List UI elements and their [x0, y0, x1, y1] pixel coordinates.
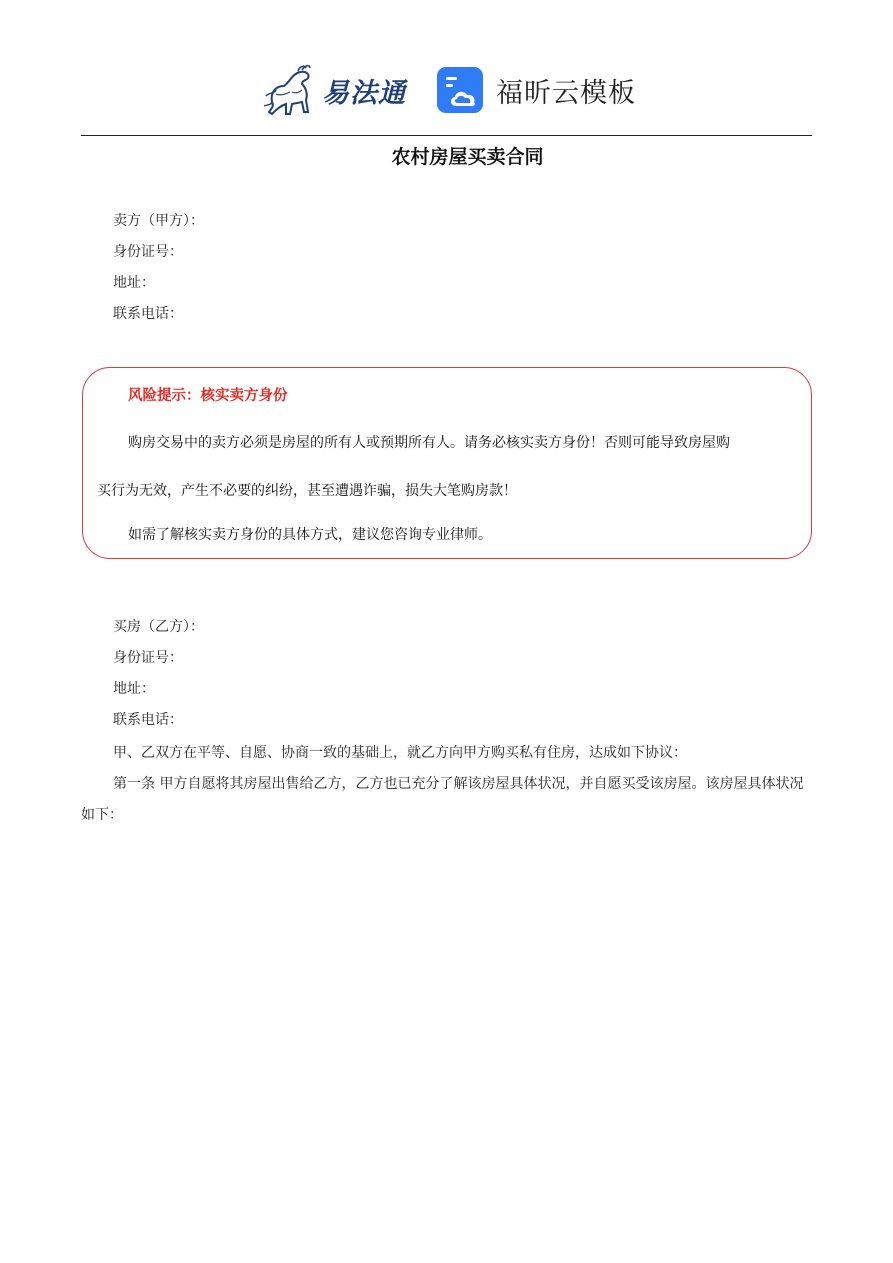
cloud-document-icon	[436, 66, 484, 114]
seller-info-block	[113, 206, 204, 330]
buyer-address-label: 地址：	[113, 681, 155, 697]
seller-phone-label: 联系电话：	[113, 306, 183, 322]
yifatong-logo	[262, 62, 406, 118]
buyer-info-block	[113, 612, 204, 736]
seller-id-label: 身份证号：	[113, 244, 183, 260]
risk-warning-title: 风险提示：核实卖方身份	[128, 388, 288, 404]
page-header	[0, 60, 893, 124]
buyer-id-label: 身份证号：	[113, 650, 183, 666]
seller-address-label: 地址：	[113, 275, 155, 291]
yifatong-brand-text: 易法通	[322, 77, 406, 109]
risk-warning-line-1: 购房交易中的卖方必须是房屋的所有人或预期所有人。请务必核实卖方身份！否则可能导致房屋购	[128, 435, 730, 451]
document-title: 农村房屋买卖合同	[391, 146, 544, 168]
risk-warning-line-2: 买行为无效，产生不必要的纠纷，甚至遭遇诈骗，损失大笔购房款！	[97, 483, 517, 499]
buyer-party-label: 买房（乙方）：	[113, 619, 204, 635]
article-1-paragraph: 第一条 甲方自愿将其房屋出售给乙方，乙方也已充分了解该房屋具体状况，并自愿买受该房屋。该房屋具体状况如下：	[81, 776, 804, 823]
risk-warning-line-3: 如需了解核实卖方身份的具体方式，建议您咨询专业律师。	[128, 527, 492, 543]
buyer-phone-label: 联系电话：	[113, 712, 183, 728]
fuxin-brand-text: 福昕云模板	[496, 77, 636, 109]
agreement-intro-paragraph: 甲、乙双方在平等、自愿、协商一致的基础上，就乙方向甲方购买私有住房，达成如下协议：	[113, 745, 687, 761]
risk-warning-box	[82, 367, 812, 559]
fuxin-cloud-logo	[436, 66, 636, 114]
qilin-horse-icon	[262, 62, 320, 118]
seller-party-label: 卖方（甲方）：	[113, 213, 204, 229]
header-divider	[81, 135, 812, 136]
